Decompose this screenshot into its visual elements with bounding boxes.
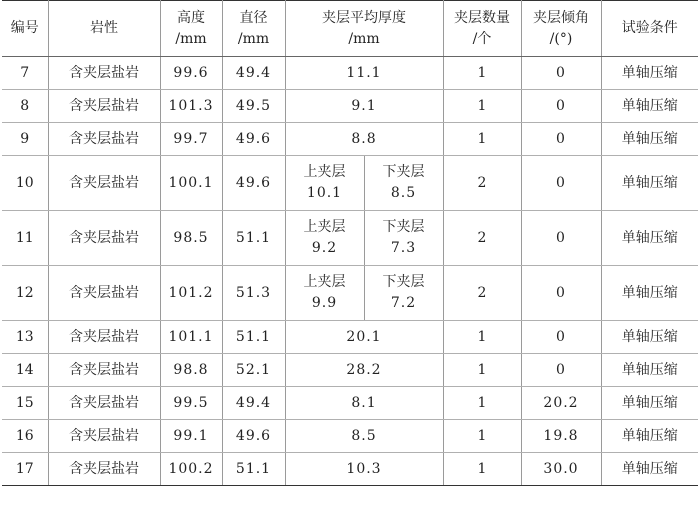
lower-interlayer-value: 7.3 xyxy=(390,240,417,256)
header-count-label: 夹层数量 xyxy=(454,9,510,26)
cell-angle: 30.0 xyxy=(521,453,601,486)
header-diameter xyxy=(222,1,285,57)
cell-lower-interlayer xyxy=(364,156,443,211)
cell-lithology: 含夹层盐岩 xyxy=(48,211,160,266)
cell-thickness: 20.1 xyxy=(285,321,443,354)
cell-condition: 单轴压缩 xyxy=(601,420,698,453)
cell-angle: 0 xyxy=(521,90,601,123)
cell-id: 15 xyxy=(2,387,48,420)
cell-lithology: 含夹层盐岩 xyxy=(48,453,160,486)
cell-count: 1 xyxy=(443,354,521,387)
cell-id: 10 xyxy=(2,156,48,211)
header-height-unit: /mm xyxy=(175,30,207,47)
cell-angle: 0 xyxy=(521,211,601,266)
cell-condition: 单轴压缩 xyxy=(601,266,698,321)
header-count xyxy=(443,1,521,57)
table-row xyxy=(2,453,698,486)
cell-diameter: 52.1 xyxy=(222,354,285,387)
cell-thickness: 9.1 xyxy=(285,90,443,123)
table-row xyxy=(2,156,698,211)
cell-condition: 单轴压缩 xyxy=(601,211,698,266)
specimen-table xyxy=(2,0,698,486)
lower-interlayer-value: 8.5 xyxy=(390,185,417,201)
cell-height: 101.3 xyxy=(160,90,222,123)
cell-thickness: 8.1 xyxy=(285,387,443,420)
cell-id: 8 xyxy=(2,90,48,123)
cell-condition: 单轴压缩 xyxy=(601,387,698,420)
upper-interlayer-value: 9.9 xyxy=(311,295,338,311)
table-row xyxy=(2,321,698,354)
cell-id: 13 xyxy=(2,321,48,354)
cell-condition: 单轴压缩 xyxy=(601,90,698,123)
cell-height: 99.1 xyxy=(160,420,222,453)
header-count-unit: /个 xyxy=(472,30,492,47)
cell-height: 99.5 xyxy=(160,387,222,420)
header-height xyxy=(160,1,222,57)
header-thickness xyxy=(285,1,443,57)
cell-lithology: 含夹层盐岩 xyxy=(48,266,160,321)
cell-angle: 0 xyxy=(521,266,601,321)
cell-upper-interlayer xyxy=(285,156,364,211)
cell-diameter: 51.1 xyxy=(222,321,285,354)
cell-count: 1 xyxy=(443,420,521,453)
cell-lithology: 含夹层盐岩 xyxy=(48,420,160,453)
table-row xyxy=(2,354,698,387)
lower-interlayer-value: 7.2 xyxy=(390,295,417,311)
cell-lithology: 含夹层盐岩 xyxy=(48,123,160,156)
upper-interlayer-value: 9.2 xyxy=(311,240,338,256)
cell-height: 101.2 xyxy=(160,266,222,321)
cell-upper-interlayer xyxy=(285,211,364,266)
table-row xyxy=(2,266,698,321)
upper-interlayer-label: 上夹层 xyxy=(303,274,346,290)
cell-upper-interlayer xyxy=(285,266,364,321)
cell-diameter: 51.1 xyxy=(222,211,285,266)
cell-condition: 单轴压缩 xyxy=(601,453,698,486)
cell-lithology: 含夹层盐岩 xyxy=(48,57,160,90)
cell-thickness: 8.5 xyxy=(285,420,443,453)
cell-height: 99.6 xyxy=(160,57,222,90)
cell-id: 17 xyxy=(2,453,48,486)
header-angle-label: 夹层倾角 xyxy=(533,9,589,26)
cell-thickness: 28.2 xyxy=(285,354,443,387)
cell-thickness: 8.8 xyxy=(285,123,443,156)
table-row xyxy=(2,420,698,453)
cell-id: 11 xyxy=(2,211,48,266)
lower-interlayer-label: 下夹层 xyxy=(382,164,425,180)
header-angle xyxy=(521,1,601,57)
cell-diameter: 49.6 xyxy=(222,156,285,211)
cell-height: 98.8 xyxy=(160,354,222,387)
cell-lower-interlayer xyxy=(364,211,443,266)
cell-count: 1 xyxy=(443,57,521,90)
cell-id: 14 xyxy=(2,354,48,387)
cell-angle: 0 xyxy=(521,123,601,156)
table-body xyxy=(2,57,698,486)
cell-angle: 20.2 xyxy=(521,387,601,420)
header-lithology: 岩性 xyxy=(48,1,160,57)
cell-angle: 0 xyxy=(521,354,601,387)
cell-lithology: 含夹层盐岩 xyxy=(48,156,160,211)
cell-lithology: 含夹层盐岩 xyxy=(48,90,160,123)
cell-angle: 19.8 xyxy=(521,420,601,453)
cell-diameter: 49.4 xyxy=(222,57,285,90)
cell-count: 1 xyxy=(443,321,521,354)
cell-id: 16 xyxy=(2,420,48,453)
cell-condition: 单轴压缩 xyxy=(601,321,698,354)
cell-count: 1 xyxy=(443,453,521,486)
upper-interlayer-label: 上夹层 xyxy=(303,219,346,235)
cell-condition: 单轴压缩 xyxy=(601,156,698,211)
cell-id: 7 xyxy=(2,57,48,90)
header-diameter-label: 直径 xyxy=(239,9,268,26)
cell-height: 100.2 xyxy=(160,453,222,486)
cell-diameter: 49.5 xyxy=(222,90,285,123)
cell-diameter: 49.6 xyxy=(222,123,285,156)
table-row xyxy=(2,387,698,420)
cell-count: 1 xyxy=(443,387,521,420)
cell-condition: 单轴压缩 xyxy=(601,354,698,387)
cell-diameter: 51.1 xyxy=(222,453,285,486)
table-row xyxy=(2,57,698,90)
cell-diameter: 49.4 xyxy=(222,387,285,420)
cell-count: 2 xyxy=(443,266,521,321)
cell-angle: 0 xyxy=(521,321,601,354)
header-id: 编号 xyxy=(2,1,48,57)
cell-lithology: 含夹层盐岩 xyxy=(48,387,160,420)
cell-diameter: 49.6 xyxy=(222,420,285,453)
cell-lithology: 含夹层盐岩 xyxy=(48,354,160,387)
cell-thickness: 11.1 xyxy=(285,57,443,90)
cell-height: 101.1 xyxy=(160,321,222,354)
cell-count: 2 xyxy=(443,156,521,211)
cell-condition: 单轴压缩 xyxy=(601,123,698,156)
upper-interlayer-label: 上夹层 xyxy=(303,164,346,180)
table-row xyxy=(2,211,698,266)
cell-id: 9 xyxy=(2,123,48,156)
cell-count: 1 xyxy=(443,90,521,123)
cell-height: 100.1 xyxy=(160,156,222,211)
cell-lower-interlayer xyxy=(364,266,443,321)
cell-count: 1 xyxy=(443,123,521,156)
header-thickness-unit: /mm xyxy=(348,30,380,47)
cell-id: 12 xyxy=(2,266,48,321)
cell-height: 98.5 xyxy=(160,211,222,266)
lower-interlayer-label: 下夹层 xyxy=(382,219,425,235)
cell-angle: 0 xyxy=(521,57,601,90)
header-angle-unit: /(°) xyxy=(549,30,573,47)
cell-thickness: 10.3 xyxy=(285,453,443,486)
upper-interlayer-value: 10.1 xyxy=(306,185,343,201)
lower-interlayer-label: 下夹层 xyxy=(382,274,425,290)
cell-count: 2 xyxy=(443,211,521,266)
cell-height: 99.7 xyxy=(160,123,222,156)
header-diameter-unit: /mm xyxy=(237,30,270,47)
cell-diameter: 51.3 xyxy=(222,266,285,321)
cell-condition: 单轴压缩 xyxy=(601,57,698,90)
header-height-label: 高度 xyxy=(177,9,205,26)
cell-angle: 0 xyxy=(521,156,601,211)
header-condition: 试验条件 xyxy=(601,1,698,57)
table-row xyxy=(2,123,698,156)
table-header xyxy=(2,1,698,57)
table-row xyxy=(2,90,698,123)
cell-lithology: 含夹层盐岩 xyxy=(48,321,160,354)
header-thickness-label: 夹层平均厚度 xyxy=(322,9,406,26)
